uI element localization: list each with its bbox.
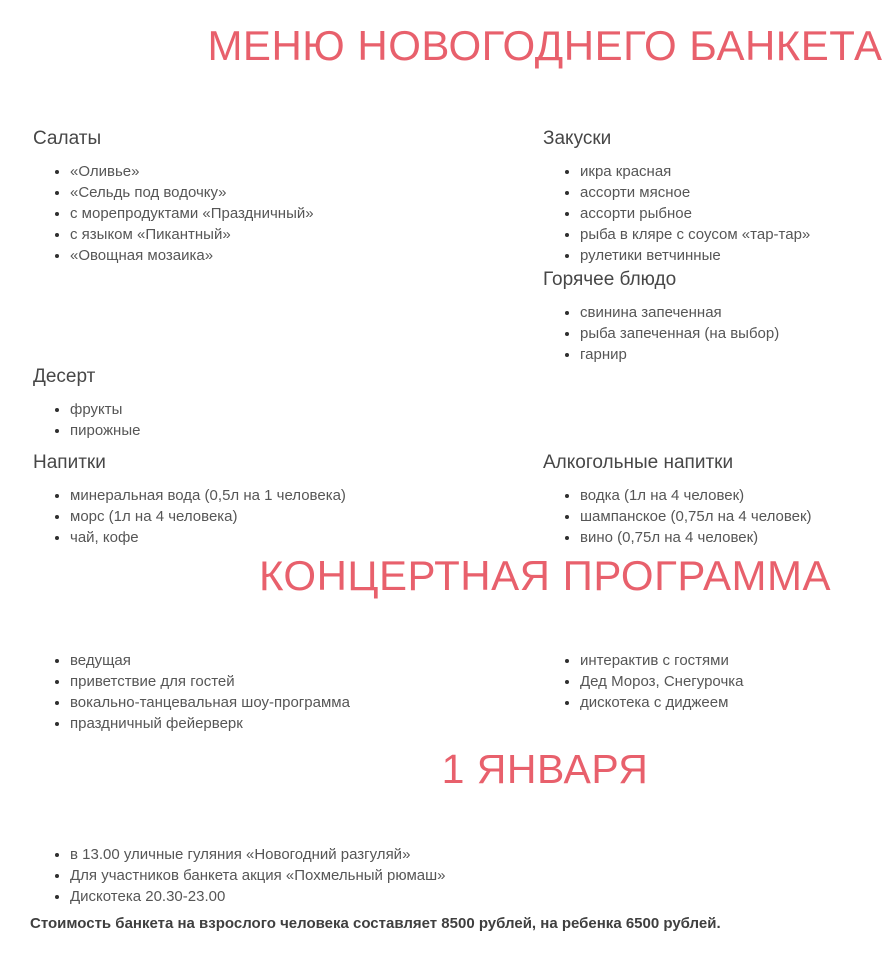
list-item: • «Овощная мозаика» [70, 245, 513, 266]
january-section [33, 844, 513, 907]
page-title: МЕНЮ НОВОГОДНЕГО БАНКЕТА [207, 22, 883, 69]
dessert-list [33, 399, 513, 441]
list-item: • гарнир [580, 344, 894, 365]
january-list [33, 844, 513, 907]
section-heading-drinks: Напитки [33, 452, 106, 473]
list-item: • водка (1л на 4 человек) [580, 485, 894, 506]
list-item: • морс (1л на 4 человека) [70, 506, 513, 527]
salads-list [33, 161, 513, 266]
list-item: • дискотека с диджеем [580, 692, 894, 713]
list-item: • приветствие для гостей [70, 671, 513, 692]
list-item: • «Сельдь под водочку» [70, 182, 513, 203]
concert-program-title: КОНЦЕРТНАЯ ПРОГРАММА [258, 552, 832, 599]
list-item: • минеральная вода (0,5л на 1 человека) [70, 485, 513, 506]
section-hot-dish [543, 267, 894, 365]
list-item: • ведущая [70, 650, 513, 671]
section-heading-alcohol: Алкогольные напитки [543, 452, 734, 473]
section-drinks [33, 450, 513, 548]
section-heading-salads: Салаты [33, 128, 102, 149]
section-heading-dessert: Десерт [33, 366, 96, 387]
section-heading-appetizers: Закуски [543, 128, 612, 149]
concert-right-list [543, 650, 894, 713]
list-item: • Для участников банкета акция «Похмельный рюмаш» [70, 865, 513, 886]
section-salads [33, 126, 513, 266]
concert-left-section [33, 650, 513, 734]
list-item: • шампанское (0,75л на 4 человек) [580, 506, 894, 527]
list-item: • «Оливье» [70, 161, 513, 182]
appetizers-list [543, 161, 894, 266]
hot-dish-list [543, 302, 894, 365]
list-item: • с морепродуктами «Праздничный» [70, 203, 513, 224]
list-item: • пирожные [70, 420, 513, 441]
list-item: • праздничный фейерверк [70, 713, 513, 734]
list-item: • ассорти рыбное [580, 203, 894, 224]
price-note: Стоимость банкета на взрослого человека составляет 8500 рублей, на ребенка 6500 рублей. [30, 915, 721, 932]
section-alcohol [543, 450, 894, 548]
section-appetizers [543, 126, 894, 266]
concert-right-section [543, 650, 894, 713]
list-item: • икра красная [580, 161, 894, 182]
list-item: • свинина запеченная [580, 302, 894, 323]
concert-left-list [33, 650, 513, 734]
list-item: • ассорти мясное [580, 182, 894, 203]
list-item: • Дискотека 20.30-23.00 [70, 886, 513, 907]
list-item: • в 13.00 уличные гуляния «Новогодний разгуляй» [70, 844, 513, 865]
drinks-list [33, 485, 513, 548]
section-dessert [33, 364, 513, 441]
list-item: • рыба запеченная (на выбор) [580, 323, 894, 344]
list-item: • рыба в кляре с соусом «тар-тар» [580, 224, 894, 245]
list-item: • интерактив с гостями [580, 650, 894, 671]
alcohol-list [543, 485, 894, 548]
section-heading-hot-dish: Горячее блюдо [543, 269, 677, 290]
list-item: • вокально-танцевальная шоу-программа [70, 692, 513, 713]
list-item: • вино (0,75л на 4 человек) [580, 527, 894, 548]
list-item: • фрукты [70, 399, 513, 420]
list-item: • рулетики ветчинные [580, 245, 894, 266]
list-item: • Дед Мороз, Снегурочка [580, 671, 894, 692]
list-item: • с языком «Пикантный» [70, 224, 513, 245]
list-item: • чай, кофе [70, 527, 513, 548]
january-title: 1 ЯНВАРЯ [441, 746, 649, 792]
